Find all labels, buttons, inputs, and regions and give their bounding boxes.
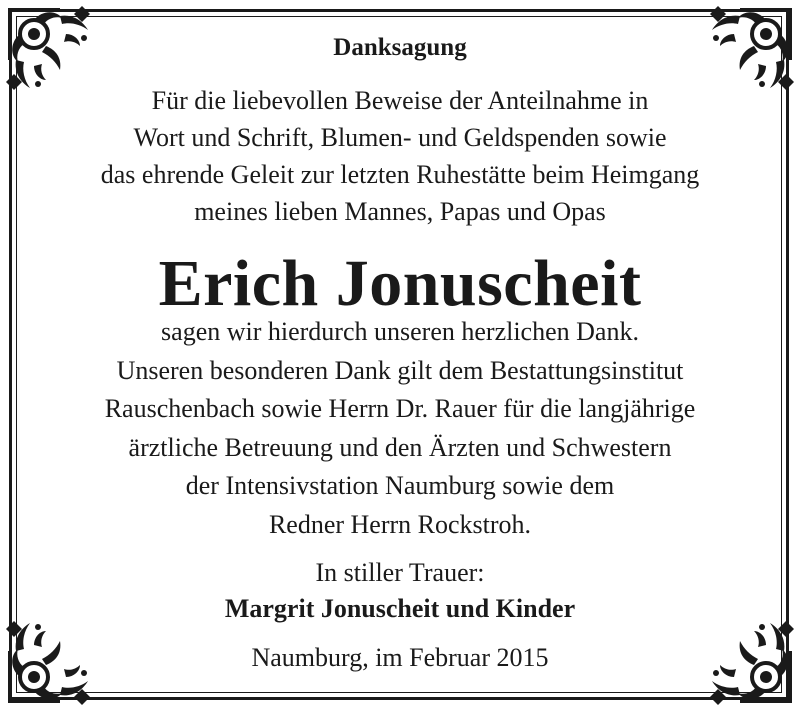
notice-heading: Danksagung — [333, 34, 467, 61]
thanks-line: ärztliche Betreuung und den Ärzten und Schwestern — [128, 432, 672, 462]
deceased-name: Erich Jonuscheit — [158, 247, 642, 320]
thanks-line: Rauschenbach sowie Herrn Dr. Rauer für die langjährige — [104, 394, 696, 423]
intro-line: Für die liebevollen Beweise der Anteilnahme in — [151, 86, 649, 115]
thanks-line: der Intensivstation Naumburg sowie dem — [185, 471, 615, 500]
thanks-line: sagen wir hierdurch unseren herzlichen Dank. — [161, 317, 639, 346]
intro-line: meines lieben Mannes, Papas und Opas — [194, 197, 606, 226]
closing-phrase: In stiller Trauer: — [315, 558, 485, 587]
intro-paragraph — [0, 82, 800, 230]
intro-line: Wort und Schrift, Blumen- und Geldspenden sowie — [133, 123, 667, 152]
place-and-date: Naumburg, im Februar 2015 — [251, 643, 549, 672]
thanks-paragraph — [0, 313, 800, 544]
thanks-line: Unseren besonderen Dank gilt dem Bestattungsinstitut — [116, 355, 684, 385]
signers-names: Margrit Jonuscheit und Kinder — [224, 594, 576, 623]
thanks-line: Redner Herrn Rockstroh. — [268, 509, 532, 539]
intro-line: das ehrende Geleit zur letzten Ruhestätte beim Heimgang — [100, 160, 700, 189]
